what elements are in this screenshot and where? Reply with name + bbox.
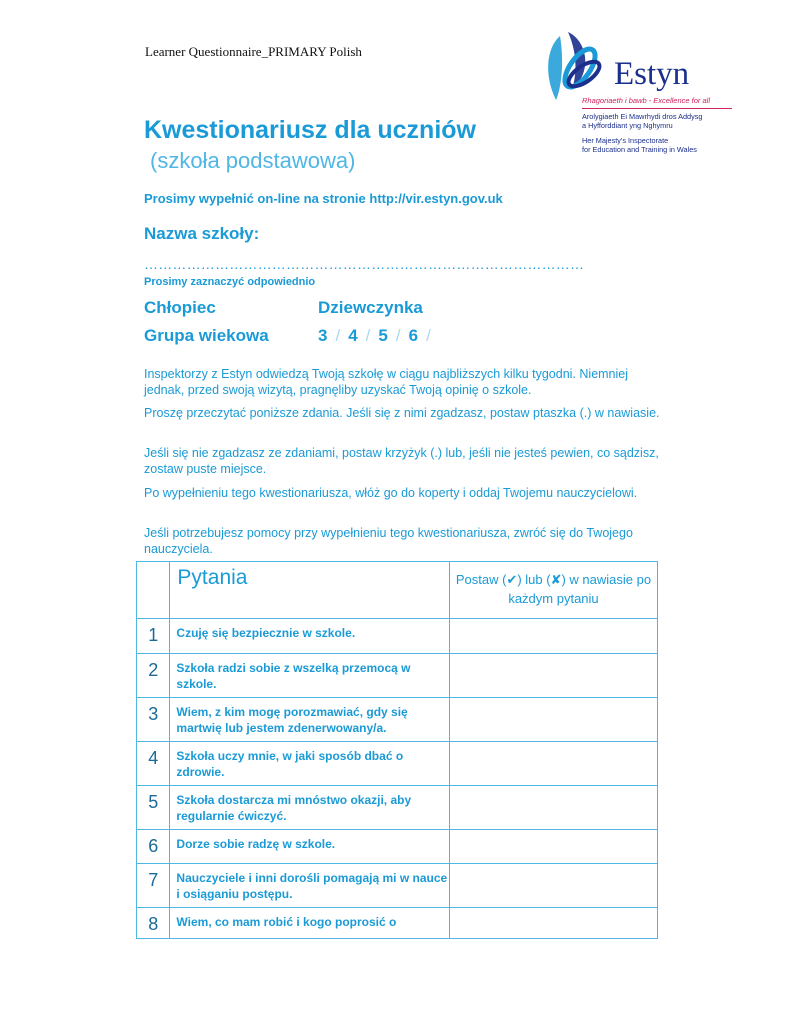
table-row <box>137 830 658 864</box>
estyn-logo <box>538 30 738 170</box>
header-questions: Pytania <box>170 562 450 619</box>
logo-welsh-line-2: a Hyfforddiant yng Nghymru <box>582 121 673 130</box>
table-header-row <box>137 562 658 619</box>
logo-english-line-2: for Education and Training in Wales <box>582 145 697 154</box>
logo-welsh-line-1: Arolygiaeth Ei Mawrhydi dros Addysg <box>582 112 703 121</box>
question-text: Szkoła uczy mnie, w jaki sposób dbać o zdrowie. <box>170 742 450 786</box>
question-text: Wiem, z kim mogę porozmawiać, gdy się martwię lub jestem zdenerwowany/a. <box>170 698 450 742</box>
logo-divider <box>582 108 732 109</box>
question-number: 8 <box>137 908 170 939</box>
instruction-help: Jeśli potrzebujesz pomocy przy wypełnieniu tego kwestionariusza, zwróć się do Twojego nauczyciela. <box>144 526 633 556</box>
age-separator: / <box>335 326 341 345</box>
question-number: 7 <box>137 864 170 908</box>
question-text: Wiem, co mam robić i kogo poprosić o <box>170 908 450 939</box>
intro-paragraph: Inspektorzy z Estyn odwiedzą Twoją szkołę w ciągu najbliższych kilku tygodni. Niemniej jednak, przed swoją wizytą, pragnęliby uzyskać Twoją opinię o szkole. <box>144 367 629 397</box>
answer-cell[interactable] <box>449 786 657 830</box>
age-group-label: Grupa wiekowa <box>144 326 269 345</box>
table-row <box>137 619 658 654</box>
gender-option-girl[interactable]: Dziewczynka <box>318 298 423 317</box>
logo-english-line-1: Her Majesty's Inspectorate <box>582 136 669 145</box>
age-separator: / <box>395 326 401 345</box>
question-text: Szkoła dostarcza mi mnóstwo okazji, aby regularnie ćwiczyć. <box>170 786 450 830</box>
logo-brand-name: Estyn <box>614 56 690 92</box>
answer-cell[interactable] <box>449 830 657 864</box>
question-number: 5 <box>137 786 170 830</box>
header-answer-instruction: Postaw (✔) lub (✘) w nawiasie po każdym pytaniu <box>449 562 657 619</box>
table-row <box>137 742 658 786</box>
age-group-options <box>318 326 439 346</box>
question-text: Szkoła radzi sobie z wszelką przemocą w szkole. <box>170 654 450 698</box>
age-separator: / <box>426 326 431 345</box>
age-option-5[interactable]: 5 <box>378 326 388 345</box>
answer-cell[interactable] <box>449 908 657 939</box>
mark-instruction: Prosimy zaznaczyć odpowiednio <box>144 276 316 288</box>
header-number-cell <box>137 562 170 619</box>
instruction-agree: Proszę przeczytać poniższe zdania. Jeśli się z nimi zgadzasz, postaw ptaszka (.) w nawiasie. <box>144 406 660 420</box>
age-separator: / <box>365 326 371 345</box>
answer-cell[interactable] <box>449 698 657 742</box>
logo-tagline: Rhagoriaeth i bawb - Excellence for all <box>582 96 710 105</box>
question-text: Nauczyciele i inni dorośli pomagają mi w nauce i osiąganiu postępu. <box>170 864 450 908</box>
age-option-3[interactable]: 3 <box>318 326 328 345</box>
question-text: Czuję się bezpiecznie w szkole. <box>170 619 450 654</box>
answer-cell[interactable] <box>449 742 657 786</box>
answer-cell[interactable] <box>449 619 657 654</box>
instruction-return: Po wypełnieniu tego kwestionariusza, włóż go do koperty i oddaj Twojemu nauczycielowi. <box>144 486 638 500</box>
question-number: 6 <box>137 830 170 864</box>
school-name-label: Nazwa szkoły: <box>144 224 260 243</box>
age-option-4[interactable]: 4 <box>348 326 358 345</box>
document-header: Learner Questionnaire_PRIMARY Polish <box>145 44 362 59</box>
answer-cell[interactable] <box>449 864 657 908</box>
question-number: 4 <box>137 742 170 786</box>
answer-cell[interactable] <box>449 654 657 698</box>
question-text: Dorze sobie radzę w szkole. <box>170 830 450 864</box>
table-row <box>137 864 658 908</box>
table-row <box>137 908 658 939</box>
question-number: 2 <box>137 654 170 698</box>
school-name-field[interactable]: ………………………………………………………………………………… <box>144 256 585 272</box>
gender-option-boy[interactable]: Chłopiec <box>144 298 216 317</box>
questions-table <box>136 561 658 939</box>
table-row <box>137 786 658 830</box>
page-subtitle: (szkoła podstawowa) <box>150 148 356 173</box>
question-number: 3 <box>137 698 170 742</box>
page-title: Kwestionariusz dla uczniów <box>144 116 476 144</box>
age-option-6[interactable]: 6 <box>408 326 419 345</box>
question-number: 1 <box>137 619 170 654</box>
table-row <box>137 698 658 742</box>
instruction-disagree: Jeśli się nie zgadzasz ze zdaniami, postaw krzyżyk (.) lub, jeśli nie jesteś pewien, co sądzisz, zostaw puste miejsce. <box>144 446 659 476</box>
online-instruction: Prosimy wypełnić on-line na stronie http://vir.estyn.gov.uk <box>144 191 503 206</box>
table-row <box>137 654 658 698</box>
